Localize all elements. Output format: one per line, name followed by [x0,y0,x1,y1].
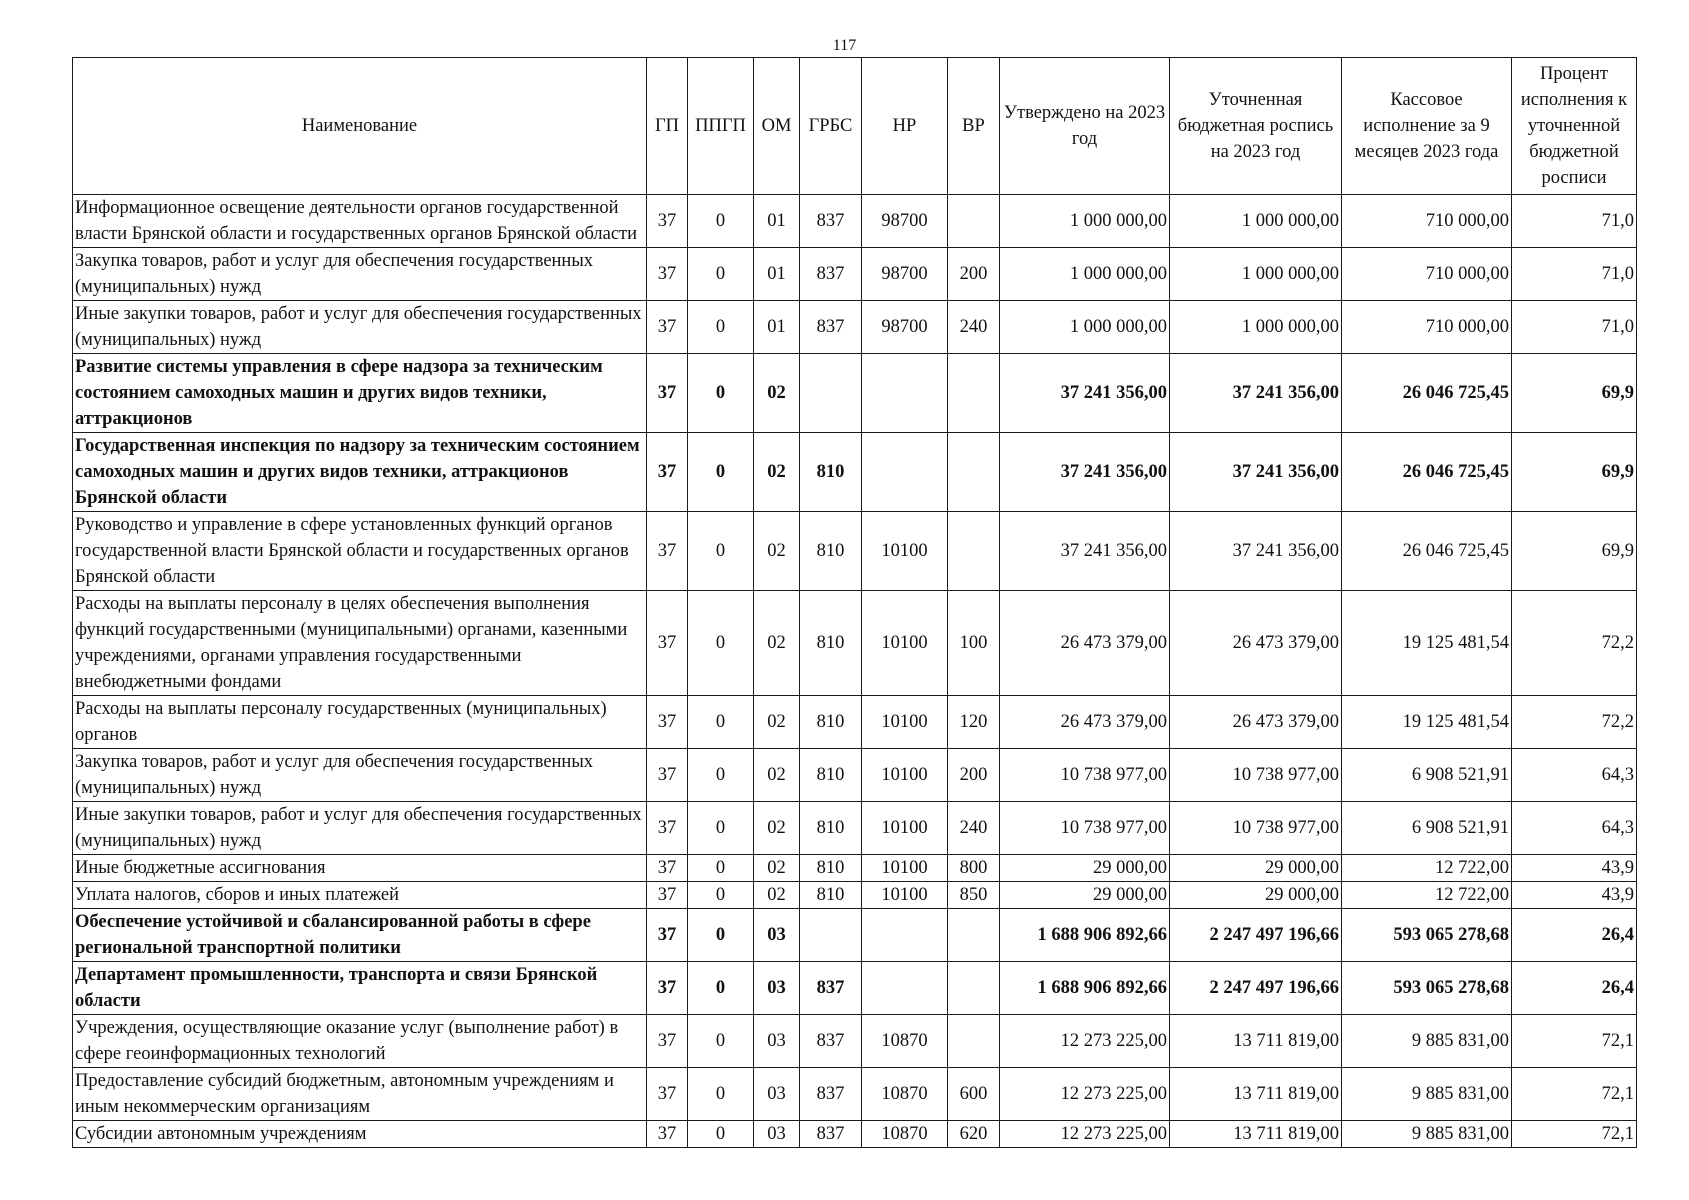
header-approved: Утверждено на 2023 год [1000,58,1170,195]
cell-approved: 29 000,00 [1000,855,1170,882]
row-name: Руководство и управление в сфере установленных функций органов государственной власти Брянской области и государственных органов Брянской области [73,512,647,591]
cell-percent: 72,1 [1512,1068,1637,1121]
cell-executed: 6 908 521,91 [1342,802,1512,855]
table-row [73,882,1637,909]
cell-nr: 10100 [862,855,948,882]
cell-executed: 593 065 278,68 [1342,962,1512,1015]
cell-approved: 1 000 000,00 [1000,195,1170,248]
cell-executed: 6 908 521,91 [1342,749,1512,802]
cell-om: 02 [754,882,800,909]
row-name: Государственная инспекция по надзору за техническим состоянием самоходных машин и других видов техники, аттракционов Брянской области [73,433,647,512]
cell-om: 03 [754,1068,800,1121]
cell-percent: 64,3 [1512,749,1637,802]
cell-refined: 37 241 356,00 [1170,433,1342,512]
cell-refined: 13 711 819,00 [1170,1121,1342,1148]
cell-refined: 29 000,00 [1170,882,1342,909]
cell-vr [948,962,1000,1015]
cell-ppgp: 0 [688,354,754,433]
cell-percent: 69,9 [1512,354,1637,433]
cell-gp: 37 [647,696,688,749]
cell-om: 02 [754,512,800,591]
cell-ppgp: 0 [688,591,754,696]
table-row [73,909,1637,962]
cell-om: 03 [754,909,800,962]
budget-table [72,57,1637,1148]
header-refined: Уточненная бюджетная роспись на 2023 год [1170,58,1342,195]
cell-gp: 37 [647,882,688,909]
cell-vr: 850 [948,882,1000,909]
row-name: Расходы на выплаты персоналу государственных (муниципальных) органов [73,696,647,749]
cell-approved: 12 273 225,00 [1000,1121,1170,1148]
table-row [73,512,1637,591]
row-name: Закупка товаров, работ и услуг для обеспечения государственных (муниципальных) нужд [73,749,647,802]
cell-ppgp: 0 [688,909,754,962]
page-number: 117 [832,37,857,54]
cell-om: 03 [754,1015,800,1068]
cell-vr: 600 [948,1068,1000,1121]
cell-nr: 10100 [862,749,948,802]
cell-om: 02 [754,855,800,882]
cell-executed: 710 000,00 [1342,301,1512,354]
cell-executed: 26 046 725,45 [1342,354,1512,433]
cell-vr [948,512,1000,591]
cell-approved: 29 000,00 [1000,882,1170,909]
cell-approved: 10 738 977,00 [1000,802,1170,855]
table-row [73,1068,1637,1121]
cell-ppgp: 0 [688,1068,754,1121]
header-vr: ВР [948,58,1000,195]
cell-nr: 10100 [862,512,948,591]
cell-grbs: 837 [800,962,862,1015]
table-row [73,195,1637,248]
cell-ppgp: 0 [688,749,754,802]
cell-vr: 240 [948,802,1000,855]
cell-vr [948,909,1000,962]
cell-executed: 710 000,00 [1342,248,1512,301]
cell-vr: 240 [948,301,1000,354]
header-executed: Кассовое исполнение за 9 месяцев 2023 года [1342,58,1512,195]
cell-approved: 12 273 225,00 [1000,1015,1170,1068]
cell-percent: 72,1 [1512,1121,1637,1148]
header-om: ОМ [754,58,800,195]
cell-nr: 10100 [862,696,948,749]
cell-approved: 26 473 379,00 [1000,696,1170,749]
cell-ppgp: 0 [688,696,754,749]
cell-gp: 37 [647,962,688,1015]
cell-om: 02 [754,433,800,512]
cell-executed: 9 885 831,00 [1342,1015,1512,1068]
cell-executed: 26 046 725,45 [1342,433,1512,512]
cell-grbs: 837 [800,195,862,248]
table-body [73,195,1637,1148]
table-row [73,855,1637,882]
row-name: Информационное освещение деятельности органов государственной власти Брянской области и государственных органов Брянской области [73,195,647,248]
cell-gp: 37 [647,195,688,248]
cell-vr [948,195,1000,248]
cell-executed: 9 885 831,00 [1342,1068,1512,1121]
cell-nr: 10870 [862,1068,948,1121]
cell-refined: 13 711 819,00 [1170,1068,1342,1121]
header-percent: Процент исполнения к уточненной бюджетной росписи [1512,58,1637,195]
cell-percent: 71,0 [1512,248,1637,301]
cell-approved: 37 241 356,00 [1000,512,1170,591]
table-row [73,591,1637,696]
cell-ppgp: 0 [688,301,754,354]
cell-percent: 72,1 [1512,1015,1637,1068]
cell-gp: 37 [647,248,688,301]
table-header [73,58,1637,195]
cell-refined: 1 000 000,00 [1170,195,1342,248]
cell-refined: 2 247 497 196,66 [1170,909,1342,962]
cell-grbs: 837 [800,1121,862,1148]
cell-refined: 2 247 497 196,66 [1170,962,1342,1015]
cell-approved: 26 473 379,00 [1000,591,1170,696]
cell-nr: 10100 [862,591,948,696]
cell-grbs: 810 [800,882,862,909]
cell-om: 02 [754,354,800,433]
cell-grbs: 810 [800,749,862,802]
cell-ppgp: 0 [688,248,754,301]
cell-vr: 120 [948,696,1000,749]
cell-grbs [800,909,862,962]
cell-executed: 12 722,00 [1342,855,1512,882]
cell-grbs: 810 [800,433,862,512]
cell-percent: 43,9 [1512,855,1637,882]
cell-percent: 26,4 [1512,909,1637,962]
cell-nr: 98700 [862,301,948,354]
cell-ppgp: 0 [688,1121,754,1148]
cell-grbs: 837 [800,1068,862,1121]
table-row [73,354,1637,433]
header-nr: НР [862,58,948,195]
header-ppgp: ППГП [688,58,754,195]
cell-nr: 98700 [862,195,948,248]
cell-nr [862,909,948,962]
cell-grbs: 837 [800,301,862,354]
cell-percent: 72,2 [1512,696,1637,749]
cell-approved: 1 000 000,00 [1000,301,1170,354]
row-name: Расходы на выплаты персоналу в целях обеспечения выполнения функций государственными (муниципальными) органами, казенными учреждениями, органами управления государственными внебюджетными фондами [73,591,647,696]
cell-ppgp: 0 [688,802,754,855]
cell-ppgp: 0 [688,433,754,512]
cell-executed: 12 722,00 [1342,882,1512,909]
cell-nr [862,354,948,433]
cell-grbs: 810 [800,855,862,882]
cell-refined: 13 711 819,00 [1170,1015,1342,1068]
cell-vr: 800 [948,855,1000,882]
cell-refined: 37 241 356,00 [1170,512,1342,591]
cell-vr [948,354,1000,433]
cell-percent: 69,9 [1512,433,1637,512]
cell-refined: 10 738 977,00 [1170,749,1342,802]
cell-nr: 98700 [862,248,948,301]
row-name: Обеспечение устойчивой и сбалансированной работы в сфере региональной транспортной политики [73,909,647,962]
cell-gp: 37 [647,909,688,962]
cell-gp: 37 [647,1121,688,1148]
row-name: Учреждения, осуществляющие оказание услуг (выполнение работ) в сфере геоинформационных технологий [73,1015,647,1068]
row-name: Департамент промышленности, транспорта и связи Брянской области [73,962,647,1015]
cell-gp: 37 [647,1015,688,1068]
row-name: Уплата налогов, сборов и иных платежей [73,882,647,909]
cell-approved: 37 241 356,00 [1000,433,1170,512]
table-row [73,433,1637,512]
cell-executed: 26 046 725,45 [1342,512,1512,591]
row-name: Развитие системы управления в сфере надзора за техническим состоянием самоходных машин и других видов техники, аттракционов [73,354,647,433]
row-name: Закупка товаров, работ и услуг для обеспечения государственных (муниципальных) нужд [73,248,647,301]
cell-approved: 10 738 977,00 [1000,749,1170,802]
cell-om: 03 [754,962,800,1015]
cell-percent: 71,0 [1512,195,1637,248]
cell-grbs: 837 [800,248,862,301]
table-row [73,696,1637,749]
cell-nr [862,962,948,1015]
cell-nr: 10100 [862,882,948,909]
cell-percent: 43,9 [1512,882,1637,909]
cell-grbs: 810 [800,591,862,696]
cell-ppgp: 0 [688,962,754,1015]
row-name: Субсидии автономным учреждениям [73,1121,647,1148]
header-name: Наименование [73,58,647,195]
cell-percent: 72,2 [1512,591,1637,696]
table-row [73,749,1637,802]
cell-approved: 1 000 000,00 [1000,248,1170,301]
cell-approved: 37 241 356,00 [1000,354,1170,433]
cell-om: 02 [754,591,800,696]
cell-percent: 71,0 [1512,301,1637,354]
row-name: Иные закупки товаров, работ и услуг для обеспечения государственных (муниципальных) нужд [73,301,647,354]
cell-om: 01 [754,195,800,248]
cell-vr [948,433,1000,512]
cell-vr: 100 [948,591,1000,696]
table-row [73,1121,1637,1148]
row-name: Иные закупки товаров, работ и услуг для обеспечения государственных (муниципальных) нужд [73,802,647,855]
cell-vr [948,1015,1000,1068]
cell-om: 02 [754,749,800,802]
cell-refined: 10 738 977,00 [1170,802,1342,855]
cell-vr: 620 [948,1121,1000,1148]
cell-gp: 37 [647,301,688,354]
cell-ppgp: 0 [688,1015,754,1068]
cell-nr: 10870 [862,1121,948,1148]
cell-nr: 10870 [862,1015,948,1068]
cell-om: 02 [754,802,800,855]
cell-executed: 19 125 481,54 [1342,591,1512,696]
cell-percent: 26,4 [1512,962,1637,1015]
cell-om: 02 [754,696,800,749]
cell-refined: 37 241 356,00 [1170,354,1342,433]
header-grbs: ГРБС [800,58,862,195]
cell-refined: 1 000 000,00 [1170,248,1342,301]
cell-nr [862,433,948,512]
cell-om: 01 [754,248,800,301]
cell-ppgp: 0 [688,855,754,882]
cell-gp: 37 [647,1068,688,1121]
cell-gp: 37 [647,512,688,591]
cell-grbs: 810 [800,696,862,749]
cell-refined: 26 473 379,00 [1170,591,1342,696]
cell-gp: 37 [647,433,688,512]
table-row [73,1015,1637,1068]
cell-refined: 26 473 379,00 [1170,696,1342,749]
cell-executed: 593 065 278,68 [1342,909,1512,962]
table-row [73,962,1637,1015]
cell-nr: 10100 [862,802,948,855]
cell-grbs: 837 [800,1015,862,1068]
cell-refined: 1 000 000,00 [1170,301,1342,354]
cell-gp: 37 [647,802,688,855]
cell-gp: 37 [647,749,688,802]
cell-approved: 12 273 225,00 [1000,1068,1170,1121]
cell-gp: 37 [647,855,688,882]
row-name: Предоставление субсидий бюджетным, автономным учреждениям и иным некоммерческим организациям [73,1068,647,1121]
cell-om: 01 [754,301,800,354]
table-row [73,248,1637,301]
cell-ppgp: 0 [688,882,754,909]
cell-approved: 1 688 906 892,66 [1000,962,1170,1015]
cell-grbs [800,354,862,433]
cell-gp: 37 [647,354,688,433]
cell-executed: 9 885 831,00 [1342,1121,1512,1148]
cell-approved: 1 688 906 892,66 [1000,909,1170,962]
cell-ppgp: 0 [688,512,754,591]
cell-executed: 19 125 481,54 [1342,696,1512,749]
row-name: Иные бюджетные ассигнования [73,855,647,882]
cell-percent: 69,9 [1512,512,1637,591]
table-row [73,802,1637,855]
cell-grbs: 810 [800,802,862,855]
cell-vr: 200 [948,749,1000,802]
cell-om: 03 [754,1121,800,1148]
cell-percent: 64,3 [1512,802,1637,855]
cell-executed: 710 000,00 [1342,195,1512,248]
cell-vr: 200 [948,248,1000,301]
cell-gp: 37 [647,591,688,696]
cell-refined: 29 000,00 [1170,855,1342,882]
table-row [73,301,1637,354]
header-gp: ГП [647,58,688,195]
cell-ppgp: 0 [688,195,754,248]
cell-grbs: 810 [800,512,862,591]
